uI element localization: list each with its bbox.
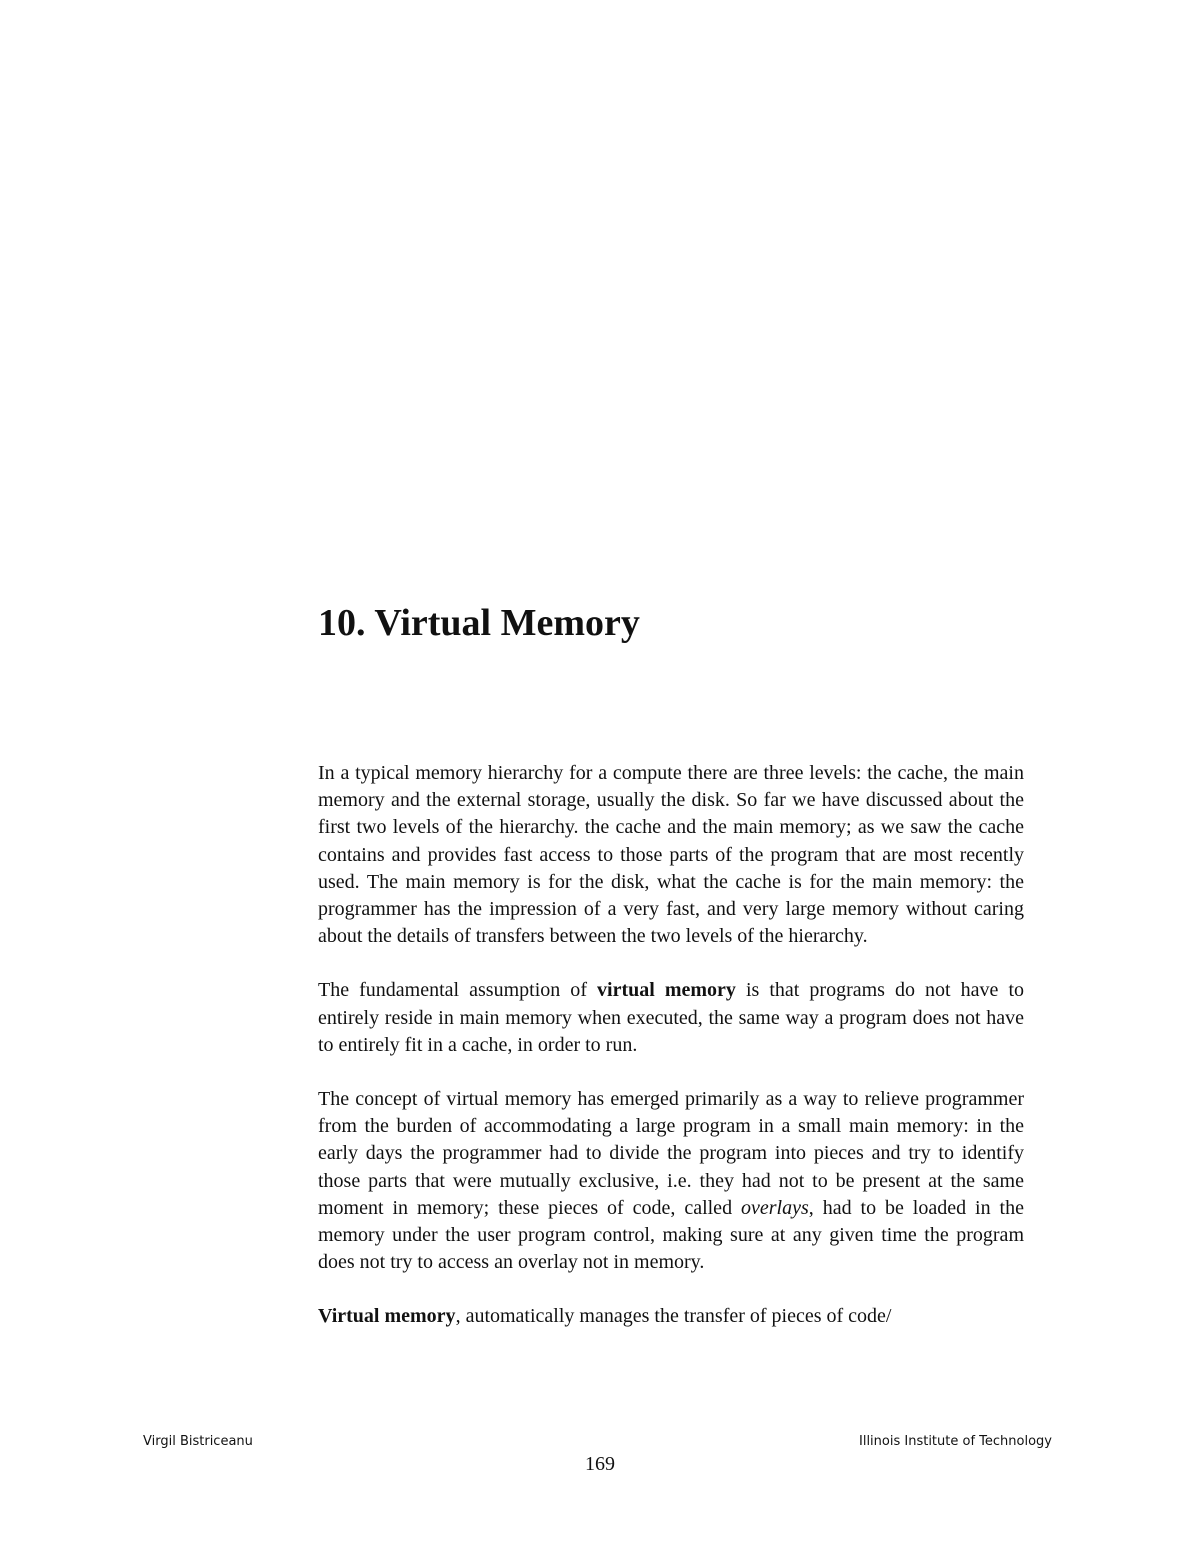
paragraph-3-text-a: The concept of virtual memory has emerged primarily as a way to relieve programmer from the burden of accommodating a large program in a small main memory: in the early days the programmer had to divide the program into pieces and try to identify those parts that were mutually exclusive, i.e. they had not to be present at the same moment in memory; these pieces of code, called bbox=[318, 1088, 1024, 1219]
paragraph-2-text-a: The fundamental assumption of bbox=[318, 979, 598, 1002]
paragraph-2 bbox=[318, 977, 1024, 1059]
body-text bbox=[318, 760, 1024, 1358]
footer-author: Virgil Bistriceanu bbox=[143, 1434, 253, 1449]
footer-institution: Illinois Institute of Technology bbox=[859, 1434, 1052, 1449]
paragraph-2-text-b: is that programs do not have to entirely reside in main memory when executed, the same way a program does not have to entirely fit in a cache, in order to run. bbox=[318, 979, 1025, 1056]
term-virtual-memory-2: Virtual memory bbox=[318, 1305, 456, 1328]
paragraph-4-text-a: , automatically manages the transfer of pieces of code/ bbox=[455, 1305, 892, 1328]
paragraph-3-text-b: , had to be loaded in the memory under the user program control, making sure at any given time the program does not try to access an overlay not in memory. bbox=[318, 1196, 1024, 1274]
paragraph-4 bbox=[318, 1303, 1024, 1330]
term-virtual-memory: virtual memory bbox=[597, 979, 736, 1002]
paragraph-1: In a typical memory hierarchy for a compute there are three levels: the cache, the main memory and the external storage, usually the disk. So far we have discussed about the first two levels of the hierarchy. the cache and the main memory; as we saw the cache contains and provides fast access to those parts of the program that are most recently used. The main memory is for the disk, what the cache is for the main memory: the programmer has the impression of a very fast, and very large memory without caring about the details of transfers between the two levels of the hierarchy. bbox=[318, 762, 1024, 948]
paragraph-3 bbox=[318, 1086, 1024, 1276]
page-number: 169 bbox=[585, 1453, 615, 1475]
chapter-title: 10. Virtual Memory bbox=[318, 602, 640, 644]
term-overlays: overlays bbox=[741, 1196, 809, 1219]
